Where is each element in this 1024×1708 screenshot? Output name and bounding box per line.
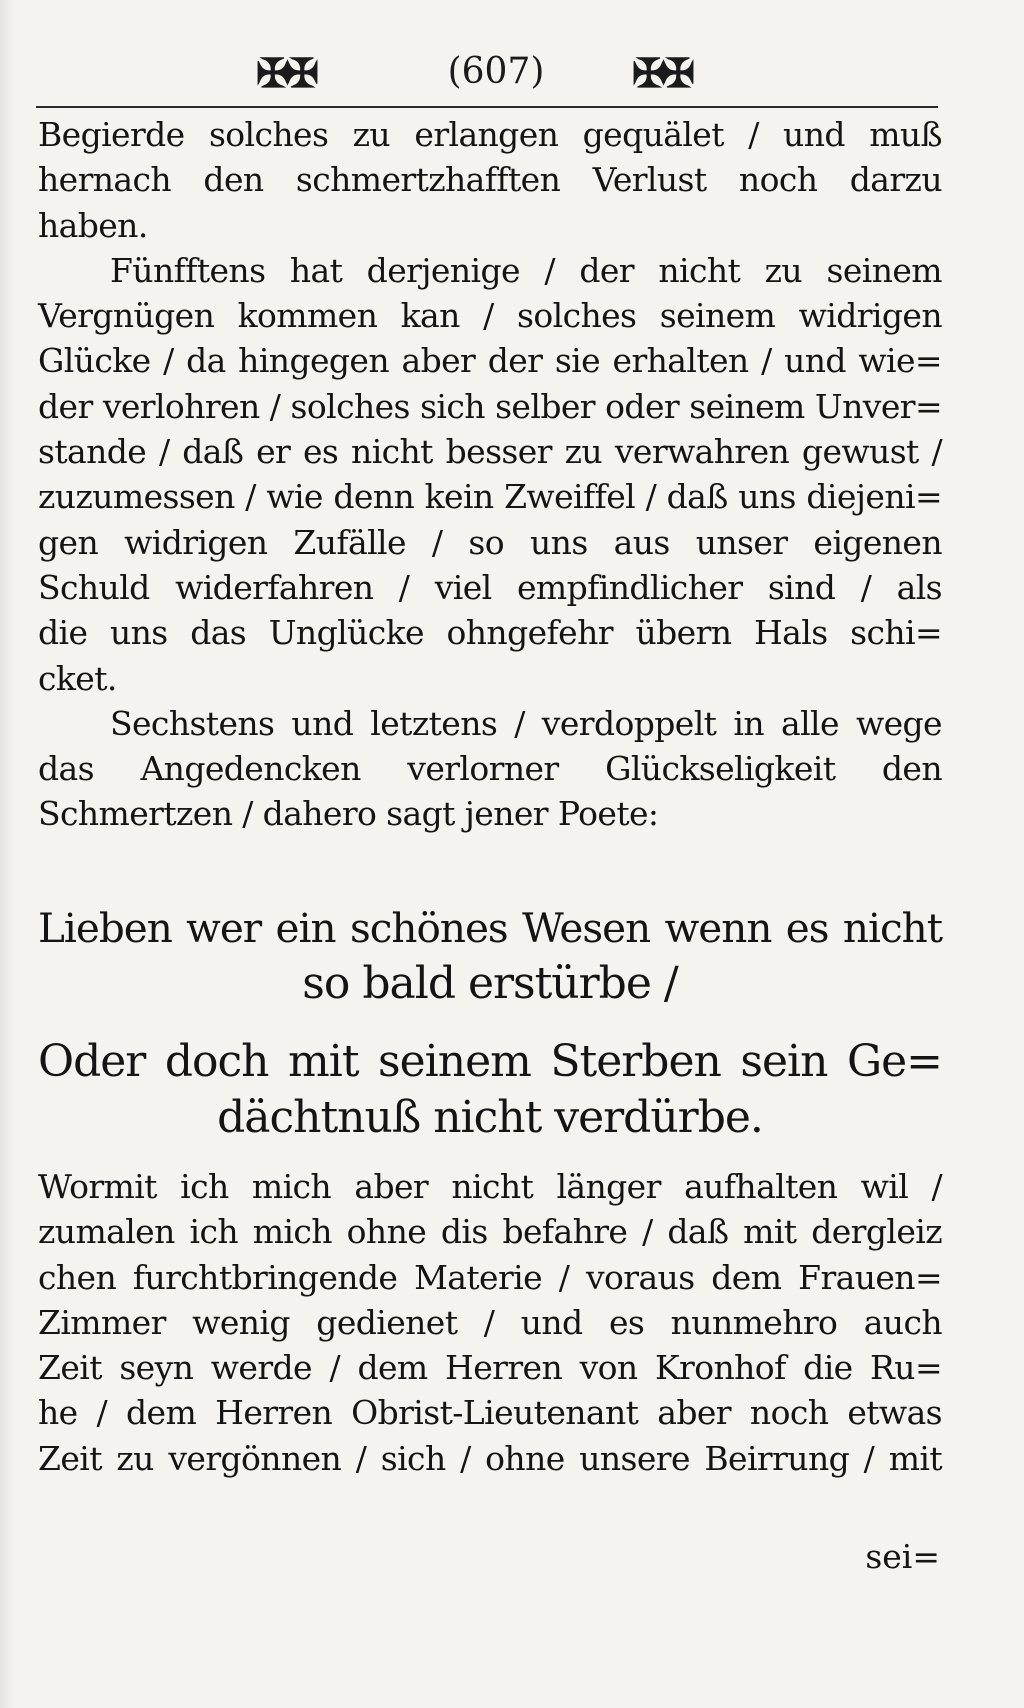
body-text-lower bbox=[38, 1164, 942, 1481]
text-line: die uns das Unglücke ohngefehr übern Hals schi= bbox=[38, 613, 942, 653]
catchword: sei= bbox=[865, 1537, 940, 1576]
ornament-right-icon: ✠✠ bbox=[632, 50, 692, 97]
text-line: Zeit seyn werde / dem Herren von Kronhof die Ru= bbox=[38, 1348, 942, 1388]
text-line: chen furchtbringende Materie / voraus dem Frauen= bbox=[38, 1257, 942, 1297]
text-line: zuzumessen / wie denn kein Zweiffel / daß uns diejeni= bbox=[38, 477, 942, 517]
running-header bbox=[38, 46, 938, 102]
verse-quotation bbox=[38, 900, 942, 1146]
verse-line: dächtnuß nicht verdürbe. bbox=[217, 1092, 763, 1143]
text-line: he / dem Herren Obrist-Lieutenant aber noch etwas bbox=[38, 1393, 942, 1433]
verse-line: Lieben wer ein schönes Wesen wenn es nicht bbox=[38, 904, 942, 952]
text-line: das Angedencken verlorner Glückseligkeit den bbox=[38, 749, 942, 789]
text-line: Zimmer wenig gedienet / und es nunmehro auch bbox=[38, 1302, 942, 1342]
text-line: Zeit zu vergönnen / sich / ohne unsere Beirrung / mit bbox=[38, 1438, 942, 1478]
text-line: Begierde solches zu erlangen gequälet / und muß bbox=[38, 115, 942, 154]
page-edge-shadow bbox=[0, 0, 14, 1708]
text-line: Wormit ich mich aber nicht länger aufhalten wil / bbox=[38, 1167, 942, 1206]
text-line: gen widrigen Zufälle / so uns aus unser eigenen bbox=[38, 522, 942, 562]
header-rule bbox=[36, 106, 938, 108]
page-number: (607) bbox=[447, 51, 545, 92]
text-line: Fünfftens hat derjenige / der nicht zu seinem bbox=[110, 250, 942, 290]
text-line: der verlohren / solches sich selber oder seinem Unver= bbox=[38, 386, 942, 426]
text-line: hernach den schmertzhafften Verlust noch darzu bbox=[38, 160, 942, 200]
text-line: zumalen ich mich ohne dis befahre / daß mit dergleiz bbox=[38, 1212, 942, 1252]
text-line: cket. bbox=[38, 658, 117, 698]
text-line: stande / daß er es nicht besser zu verwahren gewust / bbox=[38, 432, 942, 472]
text-line: Glücke / da hingegen aber der sie erhalten / und wie= bbox=[38, 341, 942, 381]
body-text-upper bbox=[38, 112, 942, 837]
text-line: Vergnügen kommen kan / solches seinem widrigen bbox=[38, 296, 942, 336]
text-line: Schmertzen / dahero sagt jener Poete: bbox=[38, 794, 659, 834]
verse-line: so bald erstürbe / bbox=[302, 958, 678, 1009]
text-line: haben. bbox=[38, 205, 148, 245]
verse-line: Oder doch mit seinem Sterben sein Ge= bbox=[38, 1036, 942, 1087]
text-line: Sechstens und letztens / verdoppelt in alle wege bbox=[110, 703, 942, 743]
text-line: Schuld widerfahren / viel empfindlicher sind / als bbox=[38, 567, 942, 607]
ornament-left-icon: ✠✠ bbox=[256, 50, 316, 97]
